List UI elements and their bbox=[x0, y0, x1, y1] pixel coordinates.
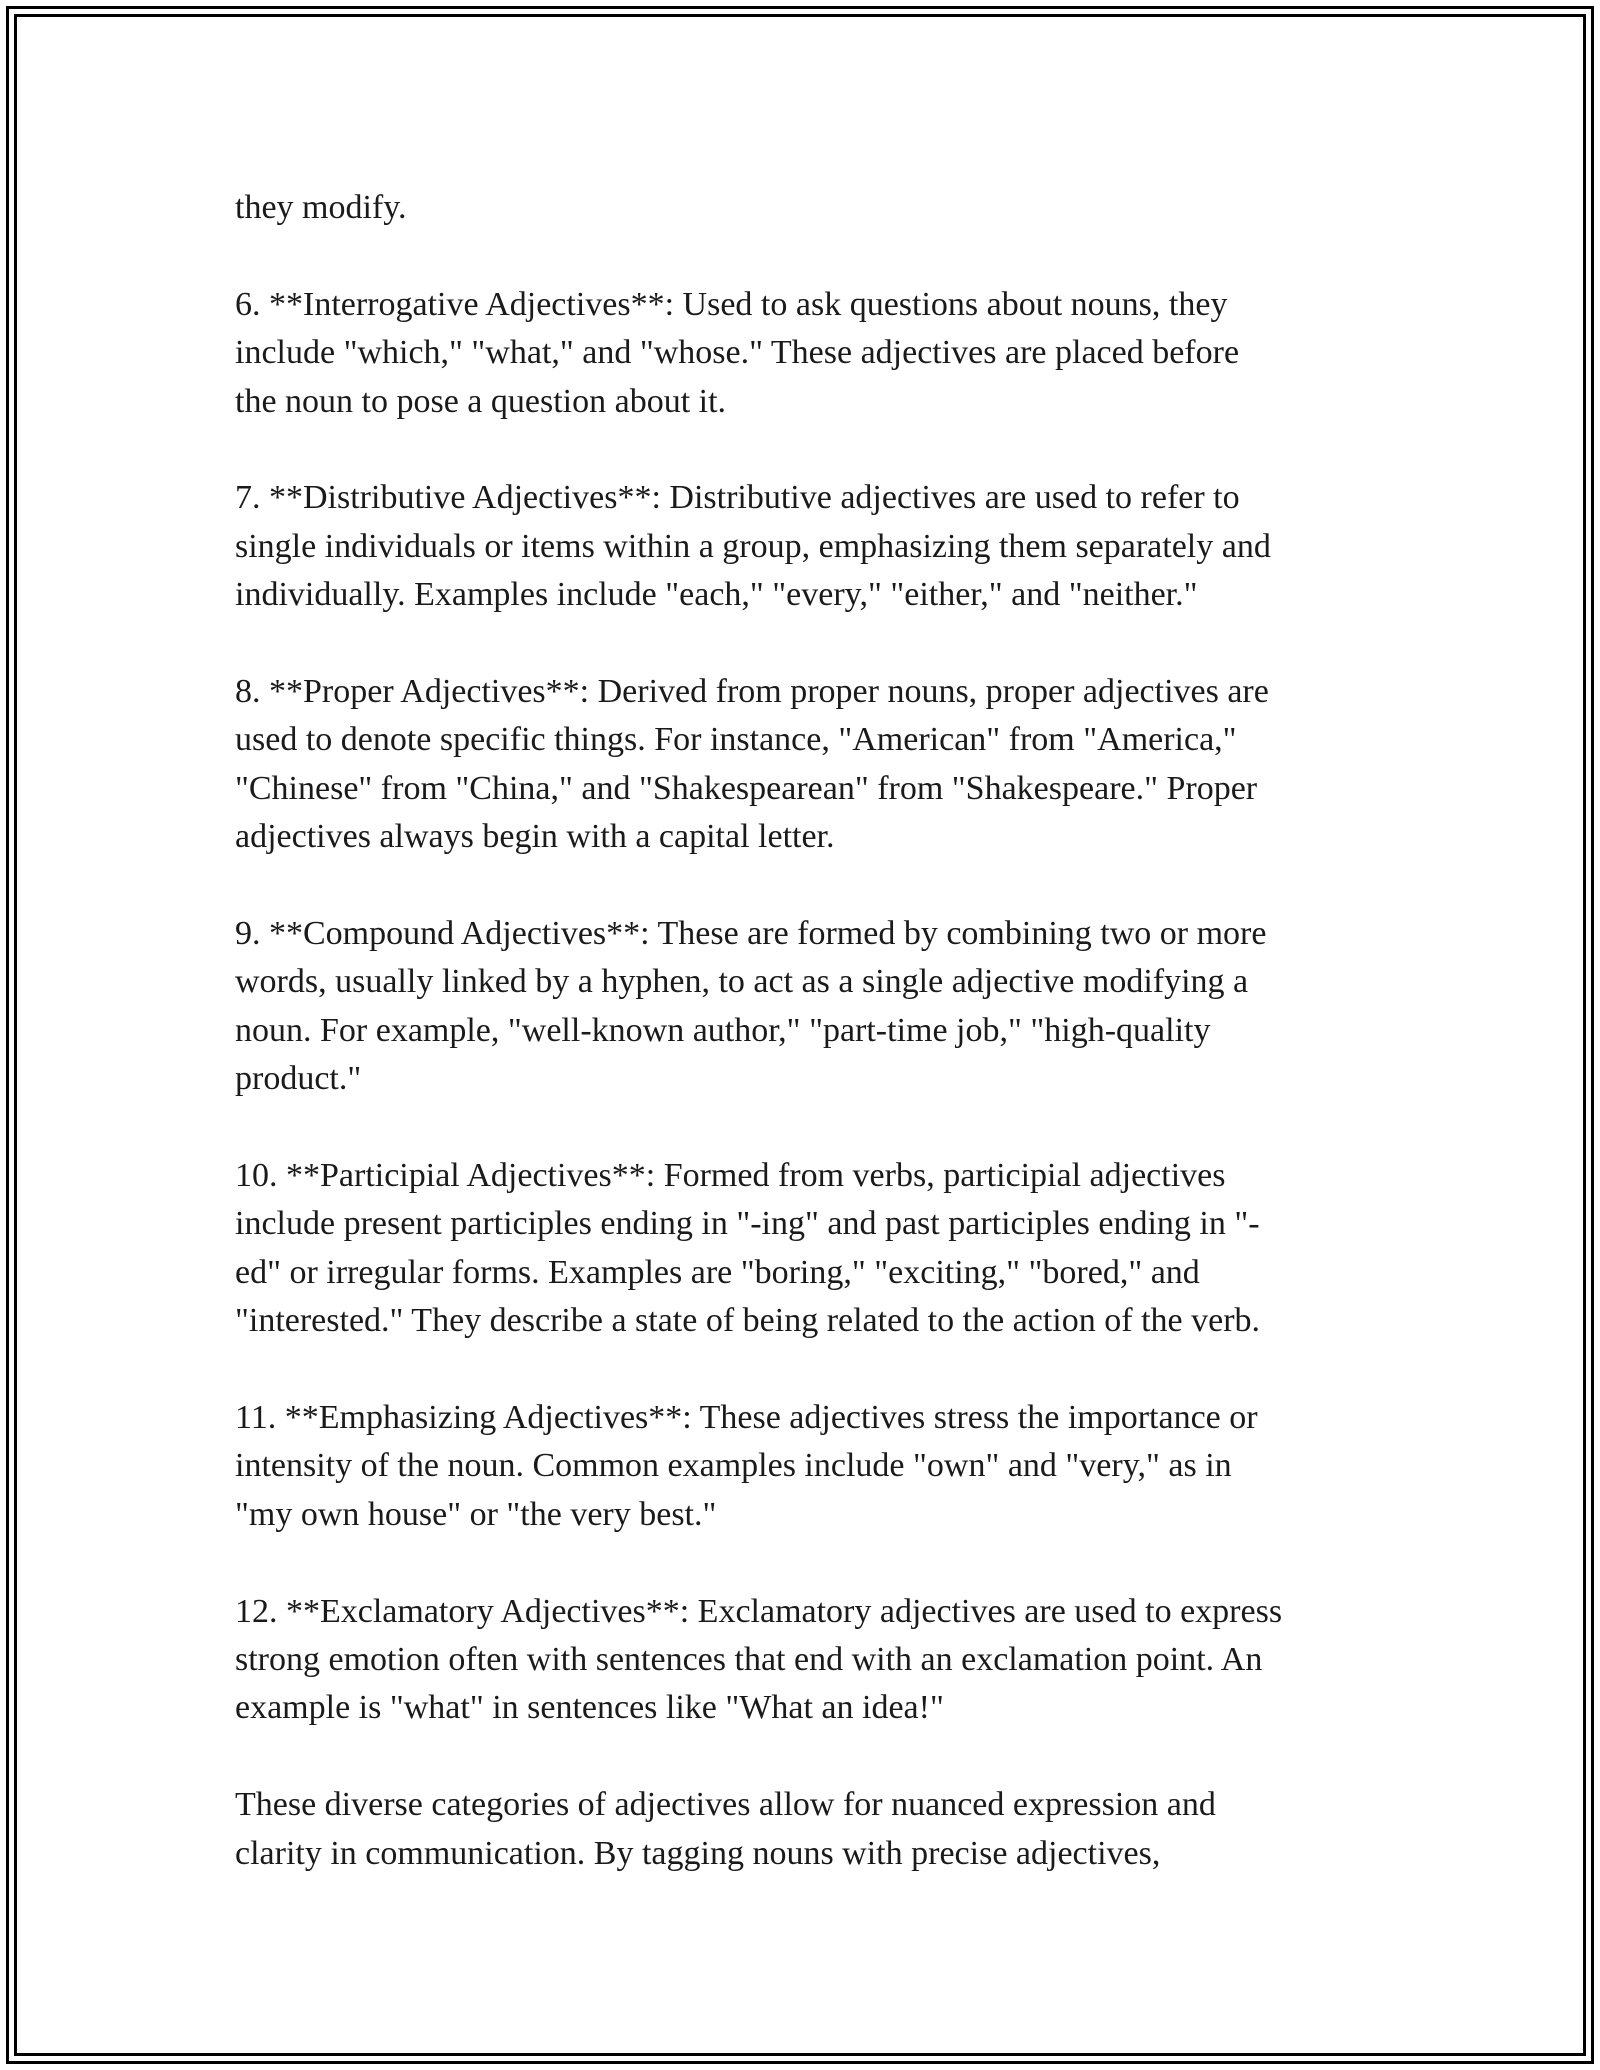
paragraph-conclusion: These diverse categories of adjectives allow for nuanced expression and clarity in communication. By tagging nouns with precise adjectives, bbox=[235, 1786, 1216, 1872]
paragraph-participial-adjectives: 10. **Participial Adjectives**: Formed from verbs, participial adjectives include present participles ending in "-ing" and past participles ending in "- ed" or irregular forms. Examples are "boring," "exciting," "bored," and "interested." They describe a state of being related to the action of the verb. bbox=[235, 1157, 1261, 1340]
paragraph-continuation: they modify. bbox=[235, 189, 407, 226]
paragraph-distributive-adjectives: 7. **Distributive Adjectives**: Distributive adjectives are used to refer to single individuals or items within a group, emphasizing them separately and individually. Examples include "each," "every," "either," and "neither." bbox=[235, 479, 1271, 614]
document-body bbox=[235, 184, 1380, 1878]
paragraph-emphasizing-adjectives: 11. **Emphasizing Adjectives**: These adjectives stress the importance or intensity of the noun. Common examples include "own" and "very," as in "my own house" or "the very best." bbox=[235, 1399, 1258, 1533]
paragraph-exclamatory-adjectives: 12. **Exclamatory Adjectives**: Exclamatory adjectives are used to express strong emotion often with sentences that end with an exclamation point. An example is "what" in sentences like "What an idea!" bbox=[235, 1592, 1283, 1727]
paragraph-compound-adjectives: 9. **Compound Adjectives**: These are formed by combining two or more words, usually linked by a hyphen, to act as a single adjective modifying a noun. For example, "well-known author," "part-time job," "high-quality product." bbox=[235, 915, 1267, 1098]
paragraph-proper-adjectives: 8. **Proper Adjectives**: Derived from proper nouns, proper adjectives are used to denote specific things. For instance, "American" from "America," "Chinese" from "China," and "Shakespearean" from "Shakespeare." Proper adjectives always begin with a capital letter. bbox=[235, 673, 1269, 856]
paragraph-interrogative-adjectives: 6. **Interrogative Adjectives**: Used to ask questions about nouns, they include "which," "what," and "whose." These adjectives are placed before the noun to pose a question about it. bbox=[235, 285, 1240, 420]
